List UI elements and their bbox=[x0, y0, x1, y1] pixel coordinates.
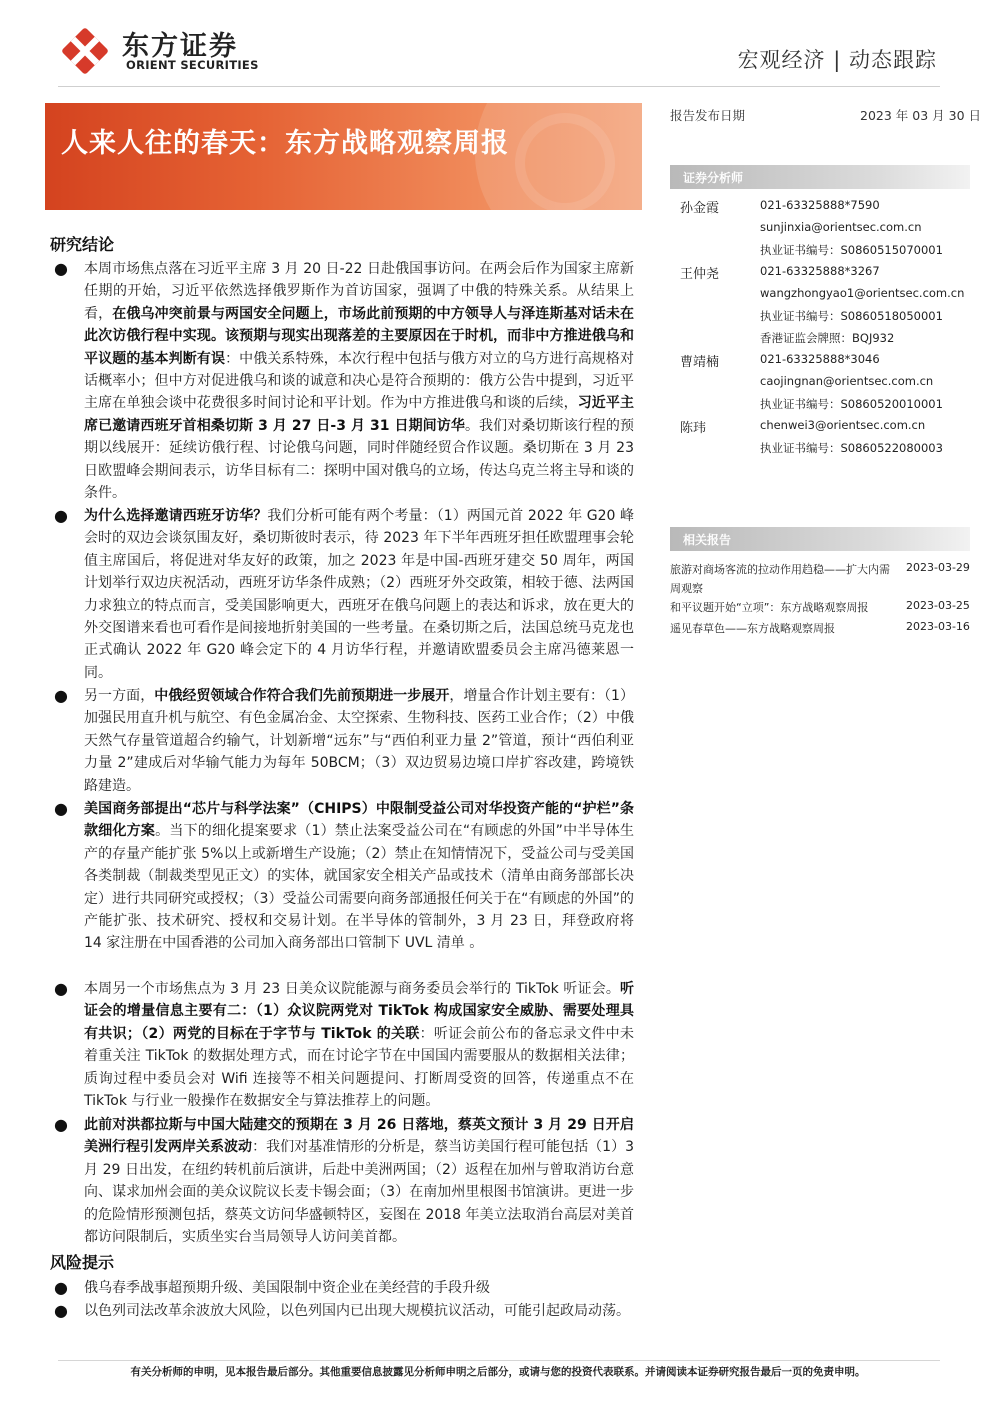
conclusion-paragraph bbox=[84, 978, 634, 1112]
analyst-license: 执业证书编号：S0860520010001 bbox=[760, 397, 943, 411]
analysts-heading-bar bbox=[670, 165, 970, 189]
bullet-marker: ● bbox=[54, 686, 68, 705]
conclusion-paragraph bbox=[84, 685, 634, 797]
risk-item: 以色列司法改革余波放大风险，以色列国内已出现大规模抗议活动，可能引起政局动荡。 bbox=[84, 1303, 630, 1319]
section-heading-risks: 风险提示 bbox=[50, 1253, 115, 1272]
bullet-marker: ● bbox=[54, 259, 68, 278]
report-date-value: 2023 年 03 月 30 日 bbox=[860, 108, 981, 123]
analyst-license: 执业证书编号：S0860522080003 bbox=[760, 441, 943, 455]
conclusion-paragraph bbox=[84, 505, 634, 684]
body-text: ：我们对基准情形的分析是，蔡当访美国行程可能包括（1）3 月 29 日出发，在纽约转机前后演讲，后赴中美洲两国；（2）返程在加州与曾取消访台意向、谋求加州会面的美众议院议长麦卡锡会面；（3）在南加州里根图书馆演讲。更进一步的危险情形预测包括，蔡英文访问华盛顿特区，妄图在 2018 年美立法取消台高层对美首都访问限制后，实质坐实台当局领导人访问美首都。 bbox=[84, 1139, 634, 1246]
analyst-email[interactable]: caojingnan@orientsec.com.cn bbox=[760, 374, 934, 388]
emphasis-text: 中俄经贸领域合作符合我们先前预期进一步展开 bbox=[154, 688, 450, 704]
report-title: 人来人往的春天：东方战略观察周报 bbox=[61, 128, 509, 159]
report-category: 宏观经济 | 动态跟踪 bbox=[737, 48, 937, 72]
analyst-email[interactable]: sunjinxia@orientsec.com.cn bbox=[760, 220, 922, 234]
related-reports-heading: 相关报告 bbox=[683, 533, 732, 547]
analyst-hk-license: 香港证监会牌照：BQJ932 bbox=[760, 331, 895, 345]
bullet-marker: ● bbox=[54, 1115, 68, 1134]
body-text: 本周市场焦点落在习近平主席 3 月 20 日-22 日赴俄国事访问。在两会后作为国家主席新任期的开始，习近平依然选择俄罗斯作为首访国家，强调了中俄的特殊关系。从结果上看， bbox=[84, 261, 634, 322]
emphasis-text: 为什么选择邀请西班牙访华？ bbox=[84, 508, 268, 524]
conclusion-paragraph bbox=[84, 1114, 634, 1248]
emphasis-text: 习近平主席已邀请西班牙首相桑切斯 3 月 27 日-3 月 31 日期间访华 bbox=[84, 395, 635, 434]
bullet-marker: ● bbox=[54, 506, 68, 525]
footer-divider bbox=[58, 1360, 940, 1361]
emphasis-text: 在俄乌冲突前景与两国安全问题上，市场此前预期的中方领导人与泽连斯基对话未在此次访俄行程中实现。该预期与现实出现落差的主要原因在于时机，而非中方推进俄乌和平议题的基本判断有误 bbox=[84, 305, 635, 367]
body-text: 。我们对桑切斯该行程的预期以线展开：延续访俄行程、讨论俄乌问题，同时伴随经贸合作议题。桑切斯在 3 月 23 日欧盟峰会期间表示，访华目标有二：探明中国对俄乌的立场，传达乌克兰将主导和谈的条件。 bbox=[84, 417, 635, 502]
banner-decoration bbox=[515, 113, 615, 210]
analyst-name: 陈玮 bbox=[680, 421, 707, 436]
header-divider bbox=[58, 86, 940, 87]
analyst-name: 孙金霞 bbox=[680, 201, 720, 216]
analyst-email[interactable]: wangzhongyao1@orientsec.com.cn bbox=[760, 286, 965, 300]
analyst-phone: 021-63325888*3046 bbox=[760, 352, 880, 366]
report-date-label: 报告发布日期 bbox=[670, 108, 746, 123]
body-text: ：听证会前公布的备忘录文件中未着重关注 TikTok 的数据处理方式，而在讨论字节在中国国内需要服从的数据相关法律；质询过程中委员会对 Wifi 连接等不相关问题提问、打断周受资的回答，传递重点不在 TikTok 与行业一般操作在数据安全与算法推荐上的问题。 bbox=[84, 1025, 634, 1110]
analyst-phone: 021-63325888*3267 bbox=[760, 264, 880, 278]
analyst-phone: 021-63325888*7590 bbox=[760, 198, 880, 212]
body-text: 本周另一个市场焦点为 3 月 23 日美众议院能源与商务委员会举行的 TikTok 听证会。 bbox=[84, 981, 620, 997]
body-text: 。当下的细化提案要求（1）禁止法案受益公司在“有顾虑的外国”中半导体生产的存量产能扩张 5%以上或新增生产设施；（2）禁止在知情情况下，受益公司与受美国各类制裁（制裁类型见正文）的实体，就国家安全相关产品或技术（清单由商务部部长决定）进行共同研究或授权；（3）受益公司需要向商务部通报任何关于在“有顾虑的外国”的产能扩张、技术研究、授权和交易计划。在半导体的管制外，3 月 23 日，拜登政府将 14 家注册在中国香港的公司加入商务部出口管制下 UVL 清单 。 bbox=[84, 823, 634, 952]
body-text: ，增量合作计划主要有：（1）加强民用直升机与航空、有色金属冶金、太空探索、生物科技、医药工业合作；（2）中俄天然气存量管道超合约输气，计划新增“远东”与“西伯利亚力量 2”管道，预计“西伯利亚力量 2”建成后对华输气能力为每年 50BCM；（3）双边贸易边境口岸扩容改建，跨境铁路建造。 bbox=[84, 688, 635, 794]
related-report-date: 2023-03-29 bbox=[906, 561, 970, 574]
footer-disclaimer: 有关分析师的申明，见本报告最后部分。其他重要信息披露见分析师申明之后部分，或请与您的投资代表联系。并请阅读本证券研究报告最后一页的免责申明。 bbox=[130, 1366, 866, 1378]
analyst-name: 王仲尧 bbox=[680, 267, 720, 282]
orient-logo-icon bbox=[60, 26, 110, 76]
emphasis-text: 听证会的增量信息主要有二：（1）众议院两党对 TikTok 构成国家安全威胁、需要处理具有共识；（2）两党的目标在于字节与 TikTok 的关联 bbox=[84, 981, 634, 1042]
body-text: 另一方面， bbox=[84, 688, 155, 704]
related-reports-heading-bar bbox=[670, 527, 970, 551]
analyst-license: 执业证书编号：S0860518050001 bbox=[760, 309, 943, 323]
bullet-marker: ● bbox=[54, 1278, 68, 1297]
related-report-date: 2023-03-25 bbox=[906, 599, 970, 612]
analyst-email[interactable]: chenwei3@orientsec.com.cn bbox=[760, 418, 926, 432]
analyst-name: 曹靖楠 bbox=[680, 355, 720, 370]
related-report-link[interactable]: 遥见春草色——东方战略观察周报 bbox=[670, 622, 835, 635]
related-report-date: 2023-03-16 bbox=[906, 620, 970, 633]
related-report-link[interactable]: 旅游对商场客流的拉动作用趋稳——扩大内需周观察 bbox=[670, 563, 890, 595]
conclusion-paragraph bbox=[84, 798, 634, 955]
analysts-heading: 证券分析师 bbox=[683, 171, 744, 185]
analyst-license: 执业证书编号：S0860515070001 bbox=[760, 243, 943, 257]
bullet-marker: ● bbox=[54, 1301, 68, 1320]
section-heading-conclusions: 研究结论 bbox=[50, 235, 115, 254]
related-report-link[interactable]: 和平议题开始“立项”：东方战略观察周报 bbox=[670, 601, 869, 614]
emphasis-text: 此前对洪都拉斯与中国大陆建交的预期在 3 月 26 日落地，蔡英文预计 3 月 29 日开启美洲行程引发两岸关系波动 bbox=[84, 1117, 634, 1156]
title-banner bbox=[45, 103, 642, 210]
emphasis-text: 美国商务部提出“芯片与科学法案”（CHIPS）中限制受益公司对华投资产能的“护栏”条款细化方案 bbox=[84, 801, 634, 840]
risk-item: 俄乌春季战事超预期升级、美国限制中资企业在美经营的手段升级 bbox=[84, 1280, 490, 1296]
body-text: 我们分析可能有两个考量：（1）两国元首 2022 年 G20 峰会时的双边会谈氛围友好，桑切斯彼时表示，待 2023 年下半年西班牙担任欧盟理事会轮值主席国后，将促进对华友好的政策，加之 2023 年是中国-西班牙建交 50 周年，两国计划举行双边庆祝活动，西班牙访华条件成熟；（2）西班牙外交政策，相较于德、法两国力求独立的特点而言，受美国影响更大，西班牙在俄乌问题上的表达和诉求，放在更大的外交图谱来看也可看作是间接地折射美国的一些考量。在桑切斯之后，法国总统马克龙也正式确认 2022 年 G20 峰会定下的 4 月访华行程，并邀请欧盟委员会主席冯德莱恩一同。 bbox=[84, 508, 634, 681]
brand-name-cn: 东方证券 bbox=[122, 31, 238, 62]
brand-name-en: ORIENT SECURITIES bbox=[126, 58, 259, 72]
bullet-marker: ● bbox=[54, 979, 68, 998]
bullet-marker: ● bbox=[54, 799, 68, 818]
conclusion-paragraph bbox=[84, 258, 634, 504]
body-text: ：中俄关系特殊，本次行程中包括与俄方对立的乌方进行高规格对话概率小；但中方对促进俄乌和谈的诚意和决心是符合预期的：俄方公告中提到，习近平主席在单独会谈中花费很多时间讨论和平计划。作为中方推进俄乌和谈的后续， bbox=[84, 350, 635, 412]
